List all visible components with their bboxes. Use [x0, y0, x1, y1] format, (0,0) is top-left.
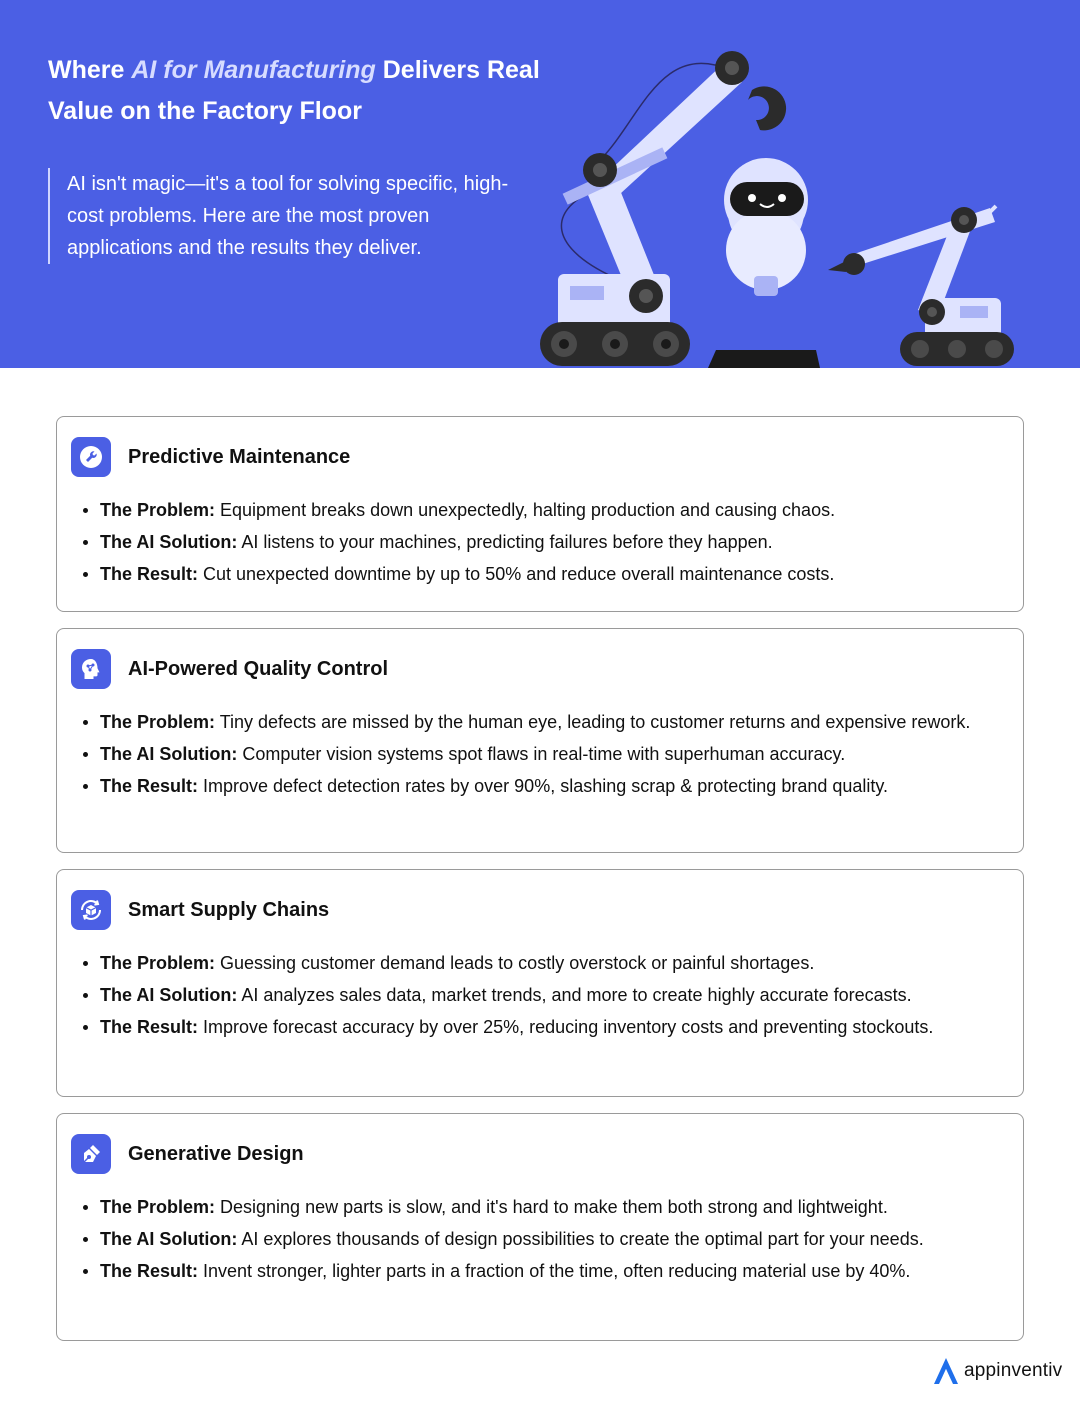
appinventiv-logo-icon	[932, 1356, 960, 1386]
card-title: Predictive Maintenance	[128, 445, 351, 468]
hero-description: AI isn't magic—it's a tool for solving specific, high-cost problems. Here are the most proven applications and the results they deliver.	[48, 168, 538, 264]
page-title-emphasis: AI for Manufacturing	[131, 56, 376, 84]
list-item: The AI Solution: Computer vision systems spot flaws in real-time with superhuman accuracy.	[81, 738, 999, 770]
box-cycle-icon	[71, 890, 111, 930]
list-item: The Problem: Guessing customer demand leads to costly overstock or painful shortages.	[81, 947, 999, 979]
card-predictive-maintenance	[56, 416, 1024, 612]
ai-head-icon	[71, 649, 111, 689]
card-smart-supply-chains	[56, 869, 1024, 1097]
card-title: AI-Powered Quality Control	[128, 657, 389, 680]
brand-logo	[932, 1356, 1062, 1386]
hero-banner	[0, 0, 1080, 368]
card-ai-quality-control	[56, 628, 1024, 853]
brand-name: appinventiv	[964, 1360, 1063, 1381]
robot-arms-illustration	[520, 40, 1040, 368]
card-bullet-list	[81, 947, 999, 1043]
list-item: The Result: Improve forecast accuracy by over 25%, reducing inventory costs and preventing stockouts.	[81, 1011, 999, 1043]
list-item: The AI Solution: AI listens to your machines, predicting failures before they happen.	[81, 526, 999, 558]
list-item: The Result: Cut unexpected downtime by up to 50% and reduce overall maintenance costs.	[81, 558, 999, 590]
list-item: The AI Solution: AI analyzes sales data, market trends, and more to create highly accurate forecasts.	[81, 979, 999, 1011]
card-generative-design	[56, 1113, 1024, 1341]
card-bullet-list	[81, 494, 999, 590]
pen-tool-icon	[71, 1134, 111, 1174]
list-item: The Problem: Equipment breaks down unexpectedly, halting production and causing chaos.	[81, 494, 999, 526]
list-item: The Result: Invent stronger, lighter parts in a fraction of the time, often reducing material use by 40%.	[81, 1255, 999, 1287]
card-bullet-list	[81, 1191, 999, 1287]
card-bullet-list	[81, 706, 999, 802]
list-item: The Result: Improve defect detection rates by over 90%, slashing scrap & protecting brand quality.	[81, 770, 999, 802]
list-item: The AI Solution: AI explores thousands of design possibilities to create the optimal part for your needs.	[81, 1223, 999, 1255]
list-item: The Problem: Tiny defects are missed by the human eye, leading to customer returns and expensive rework.	[81, 706, 999, 738]
list-item: The Problem: Designing new parts is slow, and it's hard to make them both strong and lightweight.	[81, 1191, 999, 1223]
card-title: Smart Supply Chains	[128, 898, 330, 921]
wrench-icon	[71, 437, 111, 477]
card-title: Generative Design	[128, 1142, 304, 1165]
page-title: Where AI for Manufacturing Delivers Real Value on the Factory Floor	[48, 56, 540, 125]
